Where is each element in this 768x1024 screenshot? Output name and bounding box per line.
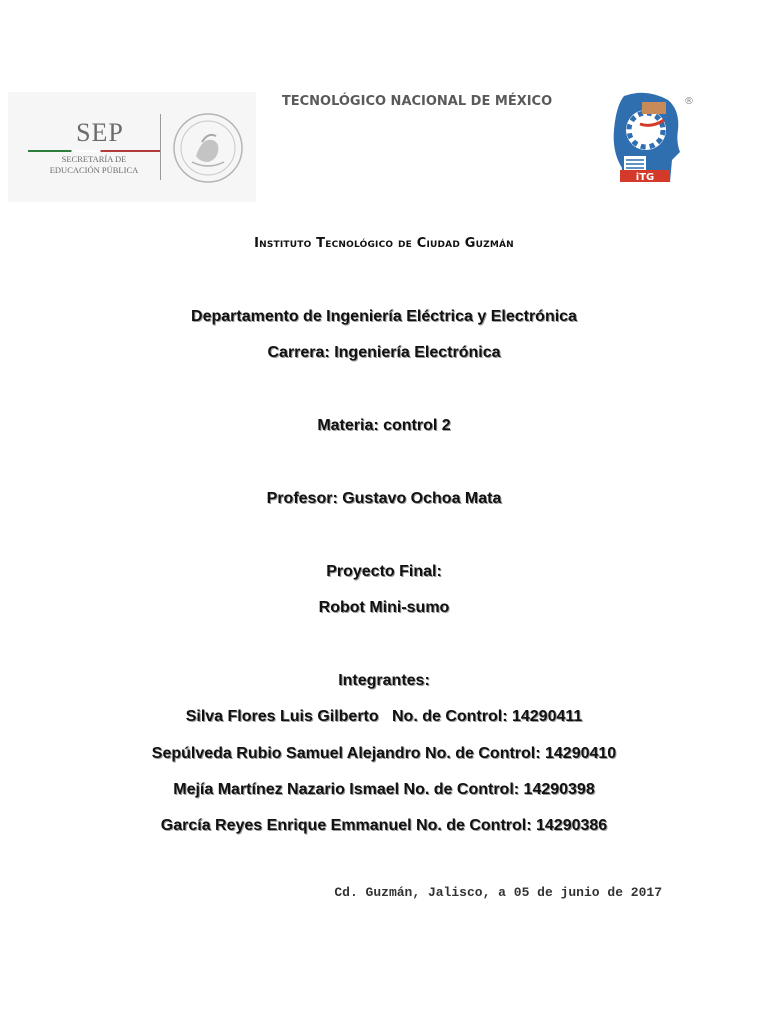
subject-name: Materia: control 2	[317, 417, 451, 434]
department-name: Departamento de Ingeniería Eléctrica y Electrónica	[191, 308, 577, 325]
project-name: Robot Mini-sumo	[318, 599, 450, 616]
registered-mark: ®	[684, 96, 694, 107]
member-item: Mejía Martínez Nazario Ismael No. de Control: 14290398	[173, 781, 595, 798]
mexican-seal-icon	[172, 112, 244, 184]
professor-name: Profesor: Gustavo Ochoa Mata	[266, 490, 502, 507]
sep-subtitle-line1: SECRETARÍA DE	[61, 154, 127, 164]
member-item: Sepúlveda Rubio Samuel Alejandro No. de Control: 14290410	[151, 745, 617, 762]
sep-flag-stripe	[28, 150, 160, 152]
date-line: Cd. Guzmán, Jalisco, a 05 de junio de 2017	[334, 885, 662, 900]
member-item: Silva Flores Luis Gilberto No. de Control: 14290411	[185, 708, 583, 725]
project-label: Proyecto Final:	[326, 563, 442, 580]
members-label: Integrantes:	[338, 672, 430, 689]
institute-name: Instituto Tecnológico de Ciudad Guzmán	[254, 236, 514, 251]
member-item: García Reyes Enrique Emmanuel No. de Control: 14290386	[160, 817, 608, 834]
sep-subtitle	[28, 154, 160, 176]
sep-divider	[160, 114, 161, 180]
itcg-logo-text: iTG	[635, 172, 655, 183]
career-name: Carrera: Ingeniería Electrónica	[267, 344, 501, 361]
itcg-logo-icon	[606, 90, 692, 188]
sep-subtitle-line2: EDUCACIÓN PÚBLICA	[49, 165, 139, 175]
tnm-title: TECNOLÓGICO NACIONAL DE MÉXICO	[281, 94, 553, 109]
sep-wordmark: SEP	[76, 118, 124, 147]
